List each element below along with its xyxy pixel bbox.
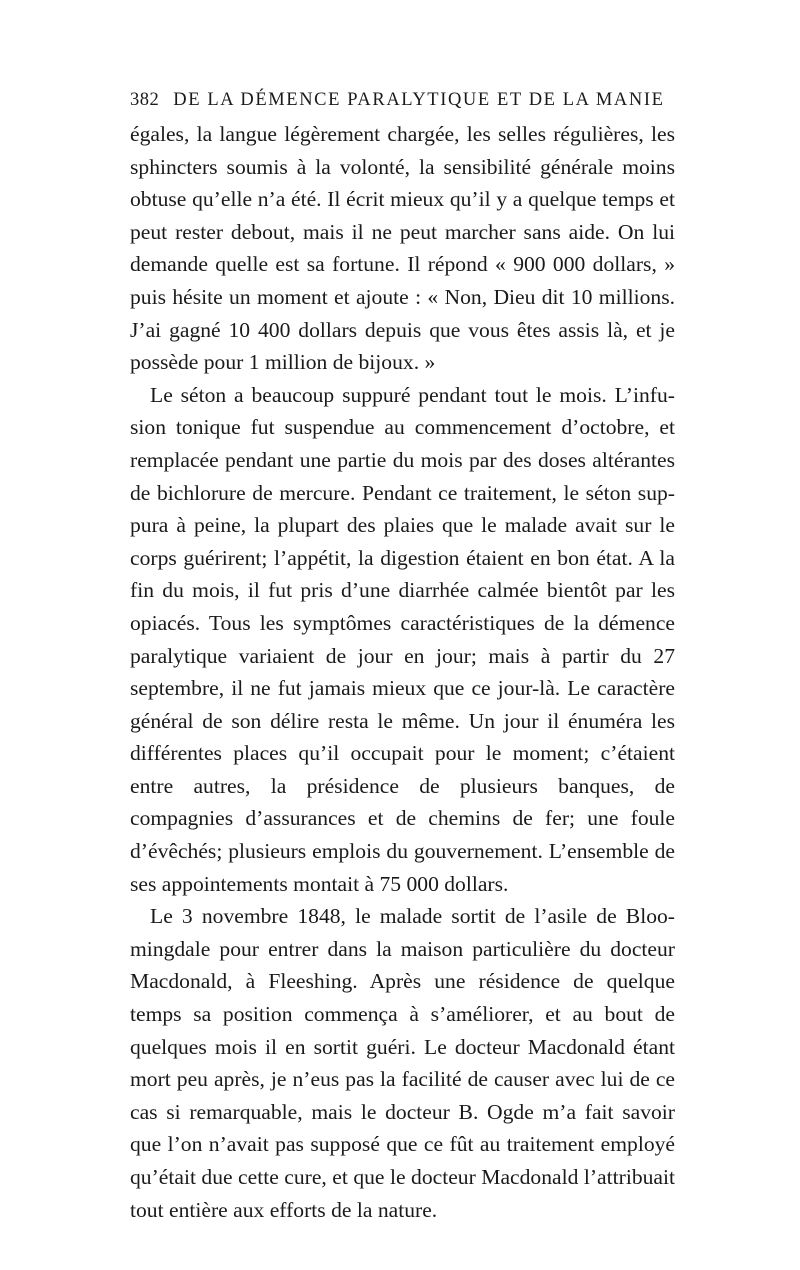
book-page — [130, 86, 675, 1226]
paragraph-continuation: égales, la langue légèrement chargée, les selles régulières, les sphincters soumis à la volonté, la sensibilité générale moins obtuse qu’elle n’a été. Il écrit mieux qu’il y a quelque temps et peut rester debout, mais il ne peut marcher sans aide. On lui demande quelle est sa fortune. Il répond « 900 000 dollars, » puis hésite un moment et ajoute : « Non, Dieu dit 10 millions. J’ai gagné 10 400 dollars depuis que vous êtes assis là, et je possède pour 1 million de bijoux. » — [130, 122, 675, 375]
page-number: 382 — [130, 90, 160, 110]
running-title: DE LA DÉMENCE PARALYTIQUE ET DE LA MANIE — [173, 90, 665, 110]
running-header — [130, 86, 675, 118]
body-text — [130, 118, 675, 1226]
paragraph-seton: Le séton a beaucoup suppuré pendant tout le mois. L’infusion tonique fut suspendue au commencement d’octobre, et remplacée pendant une partie du mois par des doses altérantes de bichlorure de mercure. Pendant ce traitement, le séton suppura à peine, la plupart des plaies que le malade avait sur le corps guérirent; l’appétit, la digestion étaient en bon état. A la fin du mois, il fut pris d’une diarrhée calmée bientôt par les opiacés. Tous les symptômes caractéristiques de la démence paralytique variaient de jour en jour; mais à partir du 27 septembre, il ne fut jamais mieux que ce jour-là. Le caractère général de son délire resta le même. Un jour il énuméra les différentes places qu’il occupait pour le moment; c’étaient entre autres, la présidence de plusieurs banques, de compagnies d’assurances et de chemins de fer; une foule d’évêchés; plusieurs emplois du gouvernement. L’ensemble de ses appointements montait à 75 000 dollars. — [130, 382, 675, 896]
paragraph-discharge: Le 3 novembre 1848, le malade sortit de l’asile de Bloomingdale pour entrer dans la maison particulière du docteur Macdonald, à Fleeshing. Après une résidence de quelque temps sa position commença à s’améliorer, et au bout de quelques mois il en sortit guéri. Le docteur Macdonald étant mort peu après, je n’eus pas la facilité de causer avec lui de ce cas si remarquable, mais le docteur B. Ogde m’a fait savoir que l’on n’avait pas supposé que ce fût au traitement employé qu’était due cette cure, et que le docteur Macdonald l’attribuait tout entière aux efforts de la nature. — [130, 904, 675, 1222]
